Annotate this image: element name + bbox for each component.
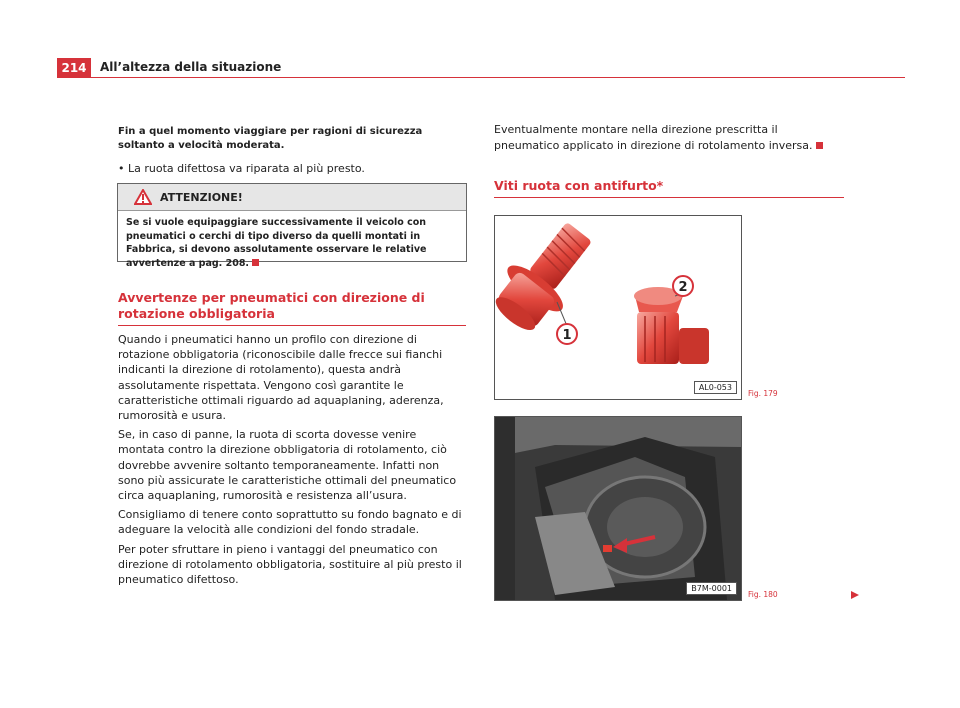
svg-text:1: 1 — [562, 328, 572, 343]
header-rule — [57, 77, 905, 78]
antitheft-bolts-illustration — [495, 216, 741, 399]
right-intro-text: Eventualmente montare nella direzione prescritta il pneumatico applicato in direzione di rotolamento inversa. — [494, 122, 844, 154]
figure-179-image — [494, 215, 742, 400]
right-section-title: Viti ruota con antifurto* — [494, 178, 844, 198]
figure-180-image — [494, 416, 742, 601]
left-column-intro — [118, 125, 466, 176]
end-mark-icon — [816, 142, 823, 149]
bullet-text: • La ruota difettosa va riparata al più presto. — [118, 162, 365, 175]
next-page-arrow-icon[interactable] — [850, 590, 860, 600]
end-mark-icon — [252, 259, 259, 266]
warning-box — [117, 183, 467, 269]
section-body — [118, 332, 466, 591]
warning-title: ATTENZIONE! — [160, 190, 243, 204]
page-number: 214 — [57, 58, 91, 78]
warning-header — [118, 184, 466, 211]
callout-2 — [673, 276, 693, 296]
right-column-intro — [494, 122, 844, 158]
warning-body — [118, 211, 466, 275]
chapter-title: All’altezza della situazione — [100, 60, 282, 74]
warning-triangle-icon — [134, 189, 152, 205]
paragraph: Quando i pneumatici hanno un profilo con direzione di rotazione obbligatoria (riconoscibile dalle frecce sui fianchi indicanti la direzione di rotolamento), questa andrà assolutamente rispettata. Vengono così garantite le caratteristiche ottimali riguardo ad aquaplaning, aderenza, rumorosità e usura. — [118, 333, 444, 423]
figure-code: AL0-053 — [694, 381, 737, 394]
paragraph: Per poter sfruttare in pieno i vantaggi del pneumatico con direzione di rotolamento obbligatoria, sostituire al più presto il pneumatico difettoso. — [118, 542, 462, 587]
callout-1 — [557, 324, 577, 344]
intro-bold-text: Fin a quel momento viaggiare per ragioni di sicurezza soltanto a velocità moderata. — [118, 126, 423, 151]
paragraph: Se, in caso di panne, la ruota di scorta dovesse venire montata contro la direzione obbligatoria di rotolamento, ciò dovrebbe avvenire soltanto temporaneamente. Infatti non sono più assicurate le caratteristiche ottimali del pneumatico circa aquaplaning, rumorosità e resistenza all’usura. — [118, 428, 457, 503]
figure-code: B7M-0001 — [686, 582, 737, 595]
figure-caption: Fig. 179 — [748, 389, 778, 398]
section-title: Avvertenze per pneumatici con direzione di rotazione obbligatoria — [118, 290, 466, 326]
svg-text:2: 2 — [678, 280, 688, 295]
paragraph: Consigliamo di tenere conto soprattutto su fondo bagnato e di adeguare la velocità alle condizioni del fondo stradale. — [118, 508, 462, 537]
figure-caption: Fig. 180 — [748, 590, 778, 599]
trunk-compartment-illustration — [495, 417, 741, 600]
warning-text: Se si vuole equipaggiare successivamente il veicolo con pneumatici o cerchi di tipo diverso da quelli montati in Fabbrica, si devono assolutamente osservare le relative avvertenze a pag. 208. — [126, 217, 427, 269]
